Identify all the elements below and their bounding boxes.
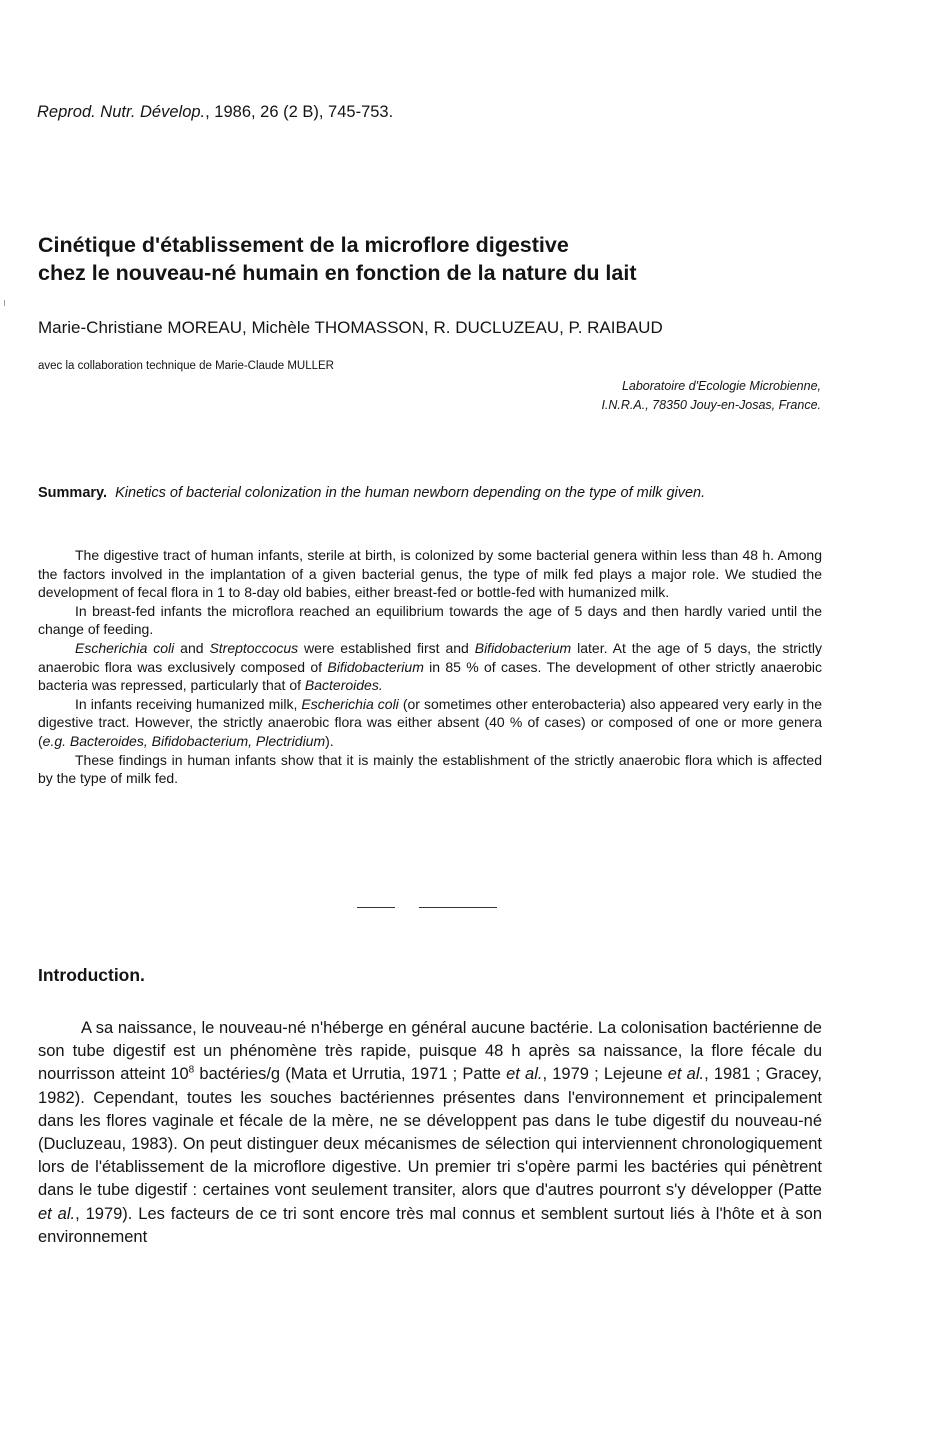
separator-rule-right bbox=[419, 907, 497, 908]
journal-citation bbox=[37, 103, 393, 122]
introduction-paragraph: A sa naissance, le nouveau-né n'héberge en général aucune bactérie. La colonisation bactérienne de son tube digestif est un phénomène très rapide, puisque 48 h après sa naissance, la flore fécale du nourrisson atteint $10^8$ bactéries/g (Mata et Urrutia, 1971 ; Patte et al., 1979 ; Lejeune et al., 1981 ; Gracey, 1982). Cependant, toutes les souches bactériennes présentes dans l'environnement et principalement dans les flores vaginale et fécale de la mère, ne se développent pas dans le tube digestif du nouveau-né (Ducluzeau, 1983). On peut distinguer deux mécanismes de sélection qui interviennent chronologiquement lors de l'établissement de la microflore digestive. Un premier tri s'opère parmi les bactéries qui pénètrent dans le tube digestif : certaines vont seulement transiter, alors que d'autres pourront s'y développer (Patte et al., 1979). Les facteurs de ce tri sont encore très mal connus et semblent surtout liés à l'hôte et à son environnement bbox=[38, 1019, 823, 1246]
summary-paragraph-2: In breast-fed infants the microflora reached an equilibrium towards the age of 5 days and then hardly varied until the change of feeding. bbox=[38, 602, 822, 638]
affiliation-line-1: Laboratoire d'Ecologie Microbienne, bbox=[621, 379, 821, 393]
summary-paragraph-3: Escherichia coli and Streptoccocus were established first and Bifidobacterium later. At the age of 5 days, the strictly anaerobic flora was exclusively composed of Bifidobacterium in 85 % of cases. The development of other strictly anaerobic bacteria was repressed, particularly that of Bacteroides. bbox=[38, 639, 822, 694]
summary-paragraph-4: In infants receiving humanized milk, Escherichia coli (or sometimes other enterobacteria) also appeared very early in the digestive tract. However, the strictly anaerobic flora was either absent (40 % of cases) or composed of one or more genera (e.g. Bacteroides, Bifidobacterium, Plectridium). bbox=[38, 695, 822, 749]
summary-title: Kinetics of bacterial colonization in the human newborn depending on the type of milk given. bbox=[115, 485, 706, 501]
title-line-2: chez le nouveau-né humain en fonction de la nature du lait bbox=[38, 261, 637, 285]
separator-rule-left bbox=[357, 907, 395, 908]
affiliation-line-2: I.N.R.A., 78350 Jouy-en-Josas, France. bbox=[601, 398, 821, 412]
summary-label: Summary. bbox=[38, 485, 108, 501]
summary-paragraph-1: The digestive tract of human infants, sterile at birth, is colonized by some bacterial genera within less than 48 h. Among the factors involved in the implantation of a given bacterial genus, the type of milk fed plays a major role. We studied the development of fecal flora in 1 to 8-day old babies, either breast-fed or bottle-fed with humanized milk. bbox=[38, 547, 822, 601]
title-line-1: Cinétique d'établissement de la microflore digestive bbox=[38, 233, 569, 257]
summary-heading bbox=[38, 484, 822, 502]
summary-paragraph-5: These findings in human infants show that it is mainly the establishment of the strictly anaerobic flora which is affected by the type of milk fed. bbox=[38, 751, 822, 787]
citation-details: , 1986, 26 (2 B), 745-753. bbox=[205, 103, 394, 121]
summary-body bbox=[38, 546, 822, 788]
introduction-heading: Introduction. bbox=[38, 965, 145, 985]
scan-edge-mark bbox=[4, 300, 5, 306]
affiliation bbox=[511, 377, 821, 415]
journal-name: Reprod. Nutr. Dévelop. bbox=[37, 103, 206, 121]
article-title bbox=[38, 231, 637, 287]
author-list: Marie-Christiane MOREAU, Michèle THOMASSON, R. DUCLUZEAU, P. RAIBAUD bbox=[38, 318, 663, 337]
technical-collaboration: avec la collaboration technique de Marie-Claude MULLER bbox=[38, 360, 334, 372]
exponent: 8 bbox=[188, 1064, 195, 1076]
